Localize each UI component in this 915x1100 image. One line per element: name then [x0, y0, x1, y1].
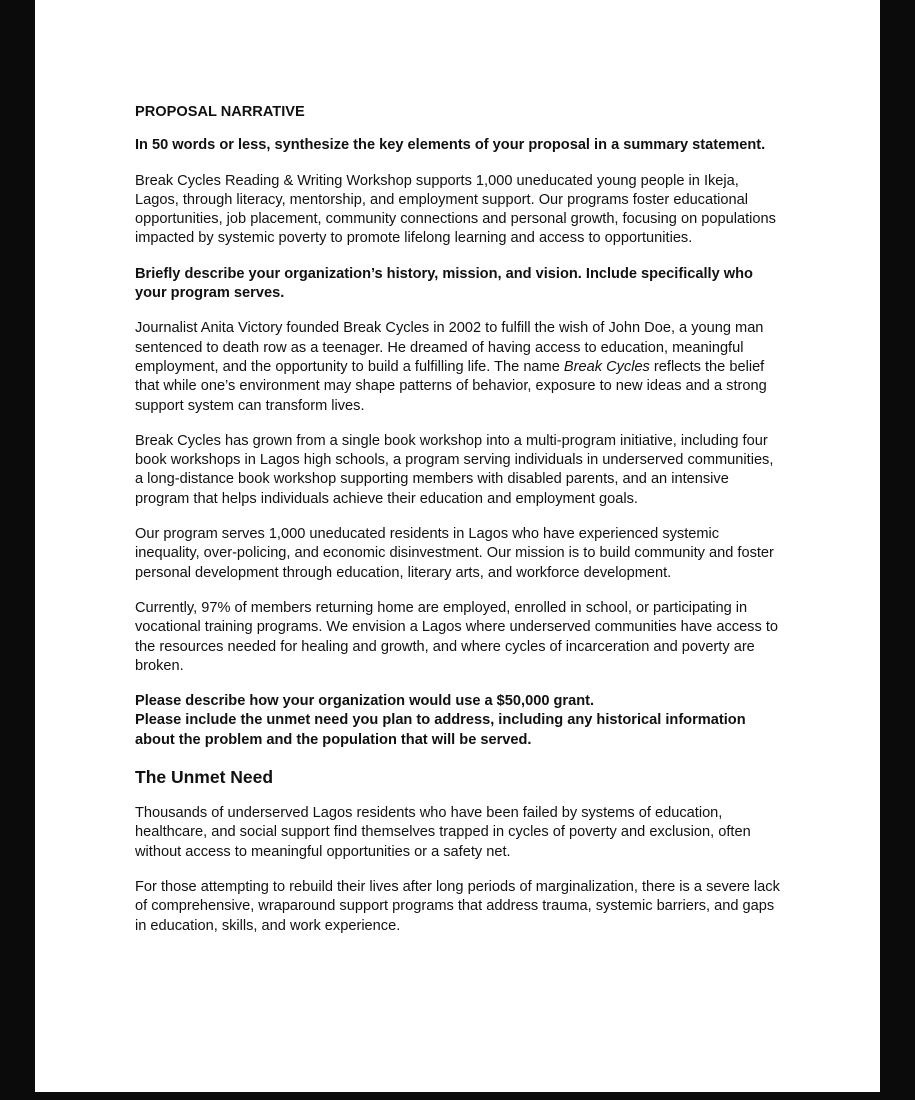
question-grant-line-2: Please include the unmet need you plan to address, including any historical information about the problem and the population that will be served.	[135, 712, 746, 748]
paragraph-mission: Our program serves 1,000 uneducated residents in Lagos who have experienced systemic inequality, over-policing, and economic disinvestment. Our mission is to build community and foster personal development through education, literary arts, and workforce development.	[135, 526, 774, 581]
document-content	[135, 103, 785, 952]
paragraph-unmet-need-1: Thousands of underserved Lagos residents who have been failed by systems of education, healthcare, and social support find themselves trapped in cycles of poverty and exclusion, often without access to meaningful opportunities or a safety net.	[135, 805, 751, 860]
question-summary: In 50 words or less, synthesize the key elements of your proposal in a summary statement.	[135, 137, 766, 154]
paragraph-unmet-need-2: For those attempting to rebuild their lives after long periods of marginalization, there is a severe lack of comprehensive, wraparound support programs that address trauma, systemic barriers, and gaps in education, skills, and work experience.	[135, 878, 780, 934]
paragraph-history	[135, 319, 785, 415]
paragraph-growth: Break Cycles has grown from a single book workshop into a multi-program initiative, including four book workshops in Lagos high schools, a program serving individuals in underserved communities, a long-distance book workshop supporting members with disabled parents, and an intensive program that helps individuals achieve their education and employment goals.	[135, 432, 774, 507]
document-page	[35, 0, 880, 1092]
question-grant-line-1: Please describe how your organization would use a $50,000 grant.	[135, 693, 595, 710]
viewer-side-rail	[880, 0, 915, 1100]
section-heading-unmet-need: The Unmet Need	[135, 767, 274, 788]
paragraph-vision: Currently, 97% of members returning home are employed, enrolled in school, or participating in vocational training programs. We envision a Lagos where underserved communities have access to the resources needed for healing and growth, and where cycles of incarceration and poverty are broken.	[135, 599, 779, 674]
paragraph-summary: Break Cycles Reading & Writing Workshop supports 1,000 uneducated young people in Ikeja, Lagos, through literacy, mentorship, and employment support. Our programs foster educational opportunities, job placement, community connections and personal growth, focusing on populations impacted by systemic poverty to promote lifelong learning and access to opportunities.	[135, 172, 776, 247]
question-history: Briefly describe your organization’s history, mission, and vision. Include specifically who your program serves.	[135, 265, 753, 302]
question-grant-use	[135, 692, 785, 750]
paragraph-history-text-1: Journalist Anita Victory founded Break Cycles in 2002 to fulfill the wish of John Doe, a young man sentenced to death row as a teenager. He dreamed of having access to education, meaningful employment, and the opportunity to build a fulfilling life. The name	[135, 320, 764, 375]
paragraph-history-italic-name: Break Cycles	[563, 358, 650, 375]
paragraph-history-text-2: reflects the belief that while one’s environment may shape patterns of behavior, exposure to new ideas and a strong support system can transform lives.	[135, 358, 767, 414]
document-title: PROPOSAL NARRATIVE	[135, 104, 305, 120]
